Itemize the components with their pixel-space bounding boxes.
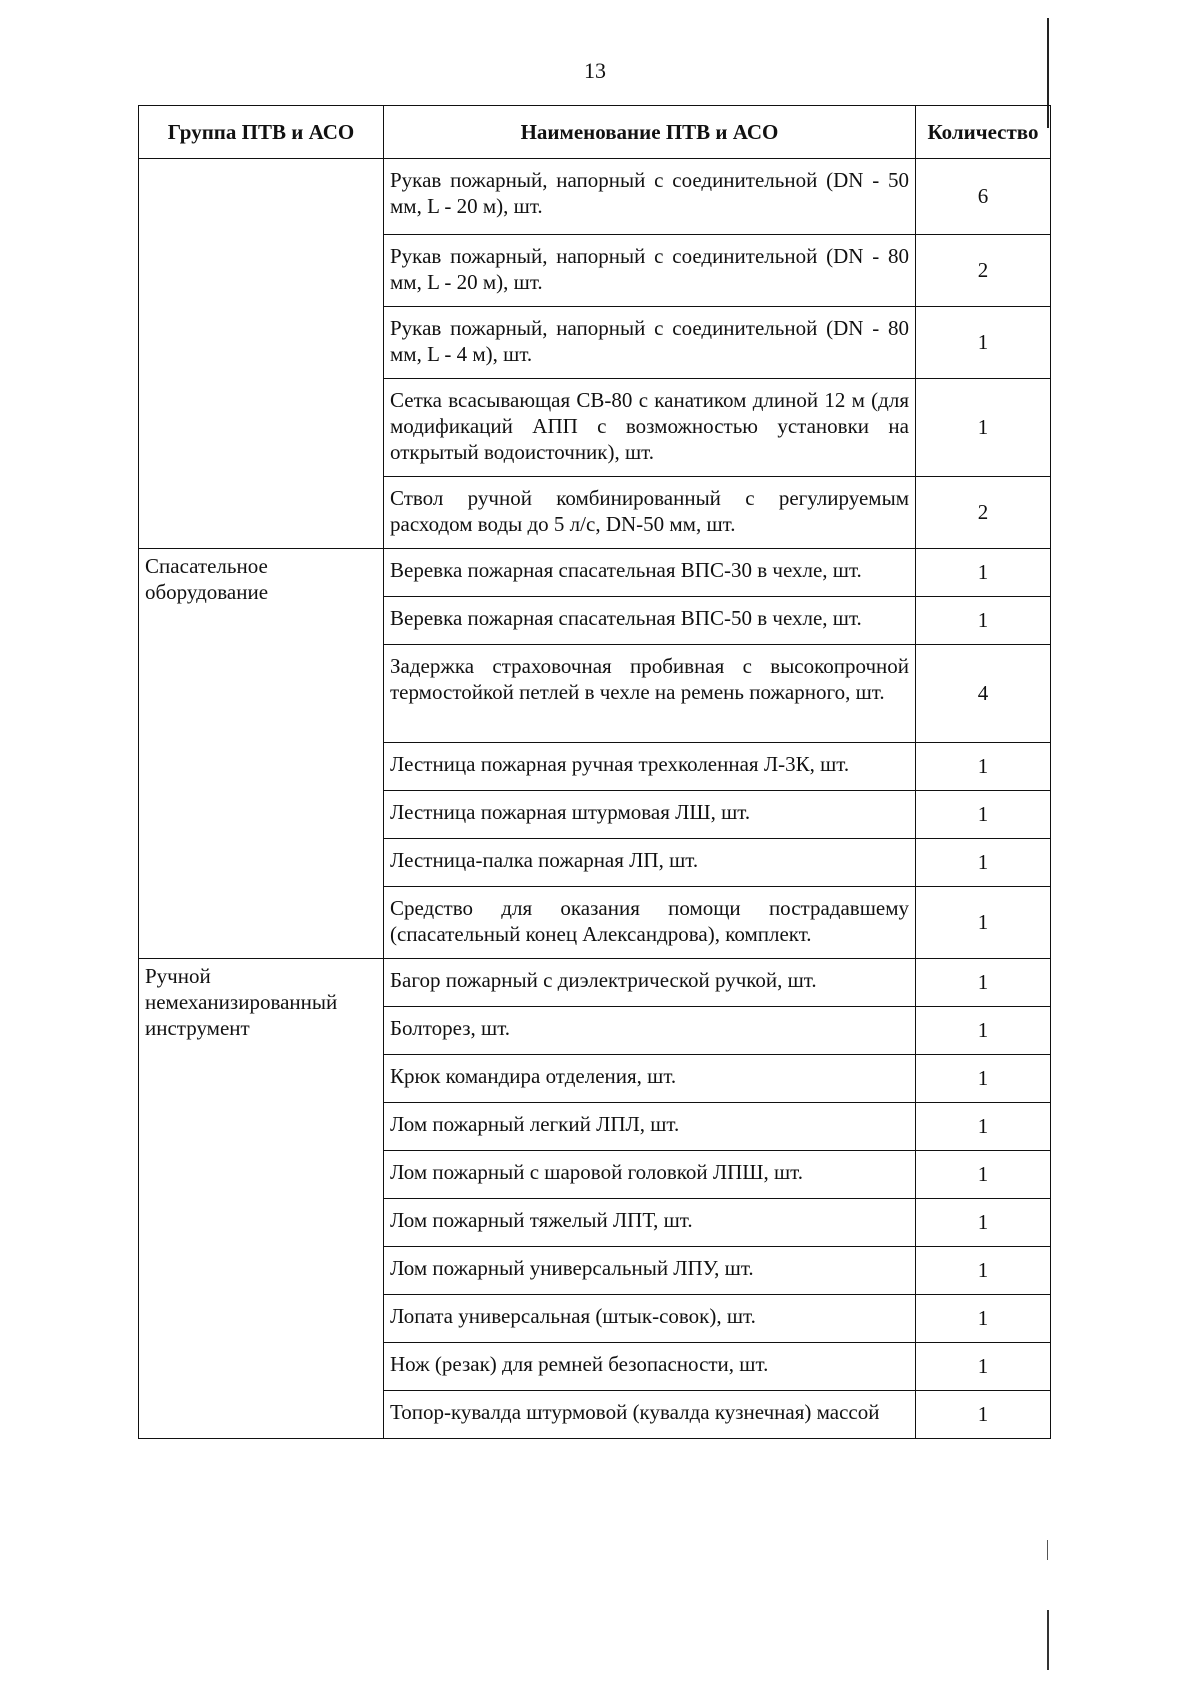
item-name-cell: Лестница-палка пожарная ЛП, шт.: [384, 839, 916, 887]
item-quantity-cell: 1: [916, 1247, 1051, 1295]
scan-edge-line: [1047, 1540, 1048, 1560]
item-quantity-cell: 1: [916, 839, 1051, 887]
item-quantity-cell: 1: [916, 1151, 1051, 1199]
header-group: Группа ПТВ и АСО: [139, 106, 384, 159]
item-name-cell: Крюк командира отделения, шт.: [384, 1055, 916, 1103]
table-row: [139, 549, 1051, 597]
item-name-cell: Лом пожарный универсальный ЛПУ, шт.: [384, 1247, 916, 1295]
item-quantity-cell: 6: [916, 159, 1051, 235]
item-quantity-cell: 1: [916, 1103, 1051, 1151]
item-name-cell: Веревка пожарная спасательная ВПС-50 в чехле, шт.: [384, 597, 916, 645]
item-name-cell: Лестница пожарная штурмовая ЛШ, шт.: [384, 791, 916, 839]
item-name-cell: Топор-кувалда штурмовой (кувалда кузнечная) массой: [384, 1391, 916, 1439]
equipment-table: [138, 105, 1051, 1439]
table-row: [139, 159, 1051, 235]
item-name-cell: Болторез, шт.: [384, 1007, 916, 1055]
item-quantity-cell: 1: [916, 887, 1051, 959]
item-name-cell: Ствол ручной комбинированный с регулируемым расходом воды до 5 л/с, DN-50 мм, шт.: [384, 477, 916, 549]
item-quantity-cell: 1: [916, 1055, 1051, 1103]
table-header-row: [139, 106, 1051, 159]
item-name-cell: Рукав пожарный, напорный с соединительной (DN - 50 мм, L - 20 м), шт.: [384, 159, 916, 235]
item-name-cell: Лестница пожарная ручная трехколенная Л-3К, шт.: [384, 743, 916, 791]
item-name-cell: Средство для оказания помощи пострадавшему (спасательный конец Александрова), комплект.: [384, 887, 916, 959]
scan-edge-line: [1047, 1610, 1049, 1670]
item-quantity-cell: 1: [916, 379, 1051, 477]
item-quantity-cell: 1: [916, 597, 1051, 645]
item-name-cell: Лопата универсальная (штык-совок), шт.: [384, 1295, 916, 1343]
item-name-cell: Веревка пожарная спасательная ВПС-30 в чехле, шт.: [384, 549, 916, 597]
item-quantity-cell: 1: [916, 1343, 1051, 1391]
group-name-cell: Спасательное оборудование: [139, 549, 384, 959]
page-number: 13: [584, 58, 606, 83]
item-name-cell: Рукав пожарный, напорный с соединительной (DN - 80 мм, L - 20 м), шт.: [384, 235, 916, 307]
item-name-cell: Сетка всасывающая СВ-80 с канатиком длиной 12 м (для модификаций АПП с возможностью установки на открытый водоисточник), шт.: [384, 379, 916, 477]
item-quantity-cell: 1: [916, 1295, 1051, 1343]
item-quantity-cell: 1: [916, 1391, 1051, 1439]
item-quantity-cell: 1: [916, 1007, 1051, 1055]
item-quantity-cell: 2: [916, 477, 1051, 549]
header-name: Наименование ПТВ и АСО: [384, 106, 916, 159]
item-name-cell: Нож (резак) для ремней безопасности, шт.: [384, 1343, 916, 1391]
item-name-cell: Рукав пожарный, напорный с соединительной (DN - 80 мм, L - 4 м), шт.: [384, 307, 916, 379]
header-quantity: Количество: [916, 106, 1051, 159]
item-name-cell: Лом пожарный тяжелый ЛПТ, шт.: [384, 1199, 916, 1247]
item-quantity-cell: 1: [916, 743, 1051, 791]
group-name-cell: [139, 159, 384, 549]
item-name-cell: Багор пожарный с диэлектрической ручкой, шт.: [384, 959, 916, 1007]
item-quantity-cell: 4: [916, 645, 1051, 743]
item-quantity-cell: 1: [916, 307, 1051, 379]
item-quantity-cell: 1: [916, 791, 1051, 839]
item-quantity-cell: 1: [916, 549, 1051, 597]
item-quantity-cell: 1: [916, 959, 1051, 1007]
group-name-cell: Ручной немеханизированный инструмент: [139, 959, 384, 1439]
item-name-cell: Лом пожарный с шаровой головкой ЛПШ, шт.: [384, 1151, 916, 1199]
item-quantity-cell: 2: [916, 235, 1051, 307]
item-quantity-cell: 1: [916, 1199, 1051, 1247]
item-name-cell: Лом пожарный легкий ЛПЛ, шт.: [384, 1103, 916, 1151]
item-name-cell: Задержка страховочная пробивная с высокопрочной термостойкой петлей в чехле на ремень пожарного, шт.: [384, 645, 916, 743]
table-row: [139, 959, 1051, 1007]
